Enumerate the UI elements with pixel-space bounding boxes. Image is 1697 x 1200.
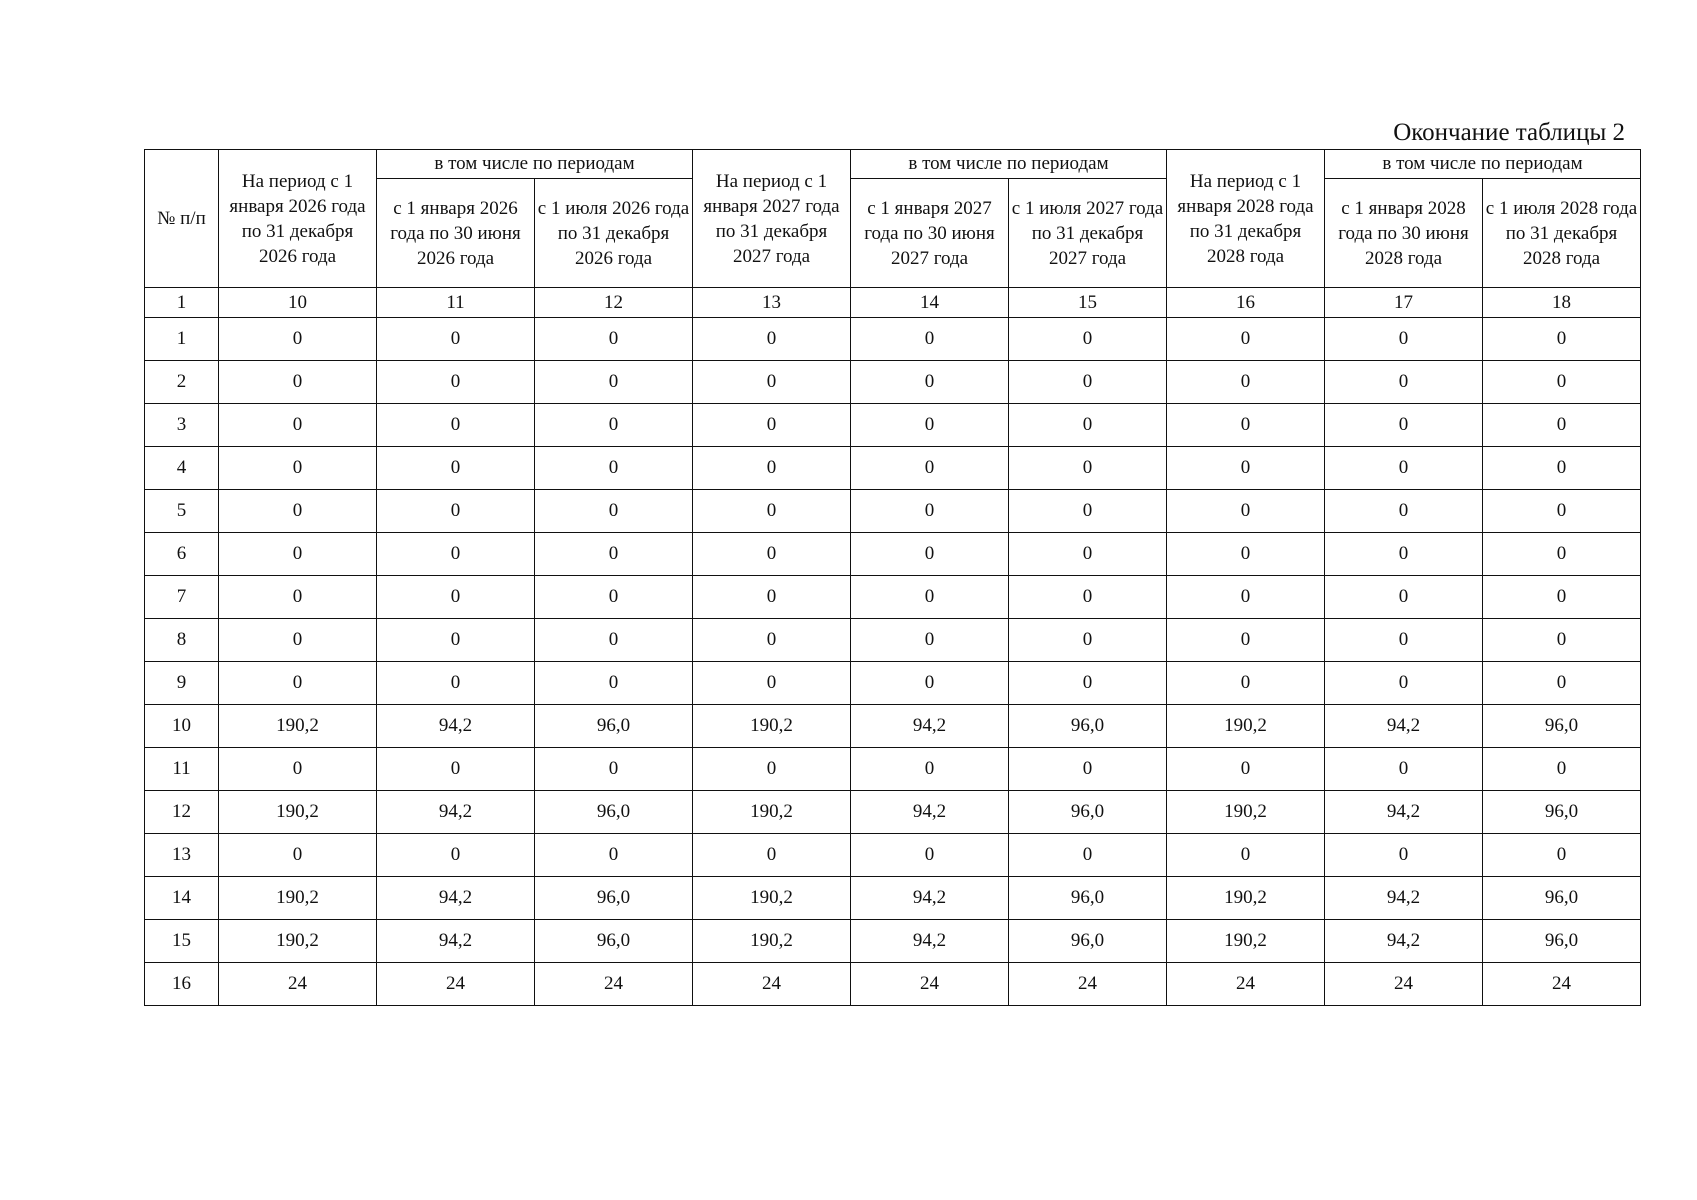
table-row [145,404,1641,447]
table-cell: 0 [693,447,851,490]
table-cell: 96,0 [1483,791,1641,834]
table-cell: 94,2 [1325,705,1483,748]
table-cell: 0 [851,748,1009,791]
table-cell: 0 [1167,447,1325,490]
table-cell: 0 [1009,533,1167,576]
row-number: 12 [145,791,219,834]
table-cell: 0 [535,533,693,576]
table-cell: 190,2 [693,877,851,920]
table-cell: 0 [377,834,535,877]
table-cell: 0 [693,361,851,404]
table-cell: 94,2 [851,791,1009,834]
table-row [145,533,1641,576]
header-sub-2026-h1: с 1 января 2026 года по 30 июня 2026 года [377,179,535,288]
data-table [144,149,1641,1006]
table-cell: 94,2 [377,877,535,920]
table-cell: 0 [219,404,377,447]
table-cell: 0 [1167,404,1325,447]
table-cell: 0 [1009,447,1167,490]
table-cell: 0 [1483,576,1641,619]
row-number: 14 [145,877,219,920]
row-number: 7 [145,576,219,619]
table-cell: 0 [1009,361,1167,404]
table-cell: 0 [693,318,851,361]
table-cell: 0 [1009,576,1167,619]
table-cell: 0 [1009,619,1167,662]
table-row [145,877,1641,920]
table-cell: 0 [693,619,851,662]
table-cell: 96,0 [1483,705,1641,748]
table-cell: 0 [1483,834,1641,877]
column-number: 11 [377,288,535,318]
table-row [145,791,1641,834]
table-cell: 0 [851,576,1009,619]
table-cell: 190,2 [1167,705,1325,748]
table-cell: 0 [1325,361,1483,404]
table-row [145,619,1641,662]
table-cell: 0 [535,490,693,533]
table-cell: 0 [1167,533,1325,576]
table-cell: 94,2 [851,920,1009,963]
table-cell: 0 [219,748,377,791]
table-row [145,490,1641,533]
table-cell: 94,2 [377,791,535,834]
row-number: 6 [145,533,219,576]
table-cell: 96,0 [1009,705,1167,748]
header-row-column-numbers [145,288,1641,318]
table-cell: 190,2 [219,920,377,963]
table-cell: 0 [1325,619,1483,662]
row-number: 10 [145,705,219,748]
table-cell: 24 [377,963,535,1006]
table-cell: 190,2 [219,877,377,920]
table-cell: 0 [1009,318,1167,361]
table-cell: 94,2 [851,705,1009,748]
table-cell: 0 [377,490,535,533]
table-cell: 0 [219,834,377,877]
table-cell: 0 [535,404,693,447]
column-number: 14 [851,288,1009,318]
table-cell: 0 [851,619,1009,662]
row-number: 13 [145,834,219,877]
row-number: 3 [145,404,219,447]
table-cell: 94,2 [1325,920,1483,963]
table-cell: 0 [693,834,851,877]
table-cell: 0 [851,834,1009,877]
table-cell: 0 [693,748,851,791]
table-cell: 0 [851,490,1009,533]
table-cell: 0 [1167,619,1325,662]
row-number: 11 [145,748,219,791]
table-cell: 0 [535,447,693,490]
table-cell: 0 [1325,318,1483,361]
table-cell: 0 [851,361,1009,404]
table-cell: 0 [693,576,851,619]
table-cell: 0 [1167,318,1325,361]
header-sub-2026-h2: с 1 июля 2026 года по 31 декабря 2026 года [535,179,693,288]
table-row [145,447,1641,490]
table-cell: 0 [535,619,693,662]
table-cell: 0 [851,318,1009,361]
table-cell: 0 [1483,318,1641,361]
table-cell: 0 [1167,576,1325,619]
header-subgroup-2026: в том числе по периодам [377,150,693,179]
row-number: 4 [145,447,219,490]
header-row-groups [145,150,1641,179]
table-cell: 0 [1167,834,1325,877]
header-period-total-2028: На период с 1 января 2028 года по 31 декабря 2028 года [1167,150,1325,288]
table-cell: 190,2 [1167,920,1325,963]
row-number: 1 [145,318,219,361]
table-cell: 94,2 [1325,791,1483,834]
table-cell: 190,2 [219,705,377,748]
table-cell: 96,0 [1009,791,1167,834]
column-number: 13 [693,288,851,318]
row-number: 2 [145,361,219,404]
table-cell: 0 [693,490,851,533]
table-cell: 0 [377,619,535,662]
table-cell: 96,0 [1483,920,1641,963]
table-cell: 96,0 [535,920,693,963]
table-cell: 96,0 [535,877,693,920]
table-cell: 0 [1009,662,1167,705]
table-cell: 0 [1325,748,1483,791]
table-cell: 0 [693,404,851,447]
table-cell: 0 [219,490,377,533]
table-cell: 0 [1009,748,1167,791]
table-cell: 96,0 [1009,920,1167,963]
table-cell: 0 [1325,490,1483,533]
table-cell: 24 [1325,963,1483,1006]
table-row [145,318,1641,361]
table-cell: 0 [693,662,851,705]
table-cell: 0 [219,533,377,576]
table-cell: 0 [219,361,377,404]
row-number: 16 [145,963,219,1006]
table-cell: 190,2 [693,791,851,834]
table-cell: 24 [851,963,1009,1006]
table-cell: 0 [377,447,535,490]
table-cell: 0 [1167,361,1325,404]
table-cell: 24 [219,963,377,1006]
table-cell: 96,0 [1009,877,1167,920]
table-cell: 0 [219,318,377,361]
header-sub-2028-h2: с 1 июля 2028 года по 31 декабря 2028 года [1483,179,1641,288]
table-row [145,361,1641,404]
header-period-total-2027: На период с 1 января 2027 года по 31 декабря 2027 года [693,150,851,288]
table-cell: 0 [1167,490,1325,533]
table-cell: 0 [535,576,693,619]
table-cell: 0 [1483,490,1641,533]
table-cell: 0 [1325,404,1483,447]
column-number: 12 [535,288,693,318]
table-cell: 0 [1483,447,1641,490]
table-cell: 0 [219,619,377,662]
table-cell: 0 [535,662,693,705]
table-cell: 190,2 [219,791,377,834]
table-cell: 94,2 [851,877,1009,920]
header-subgroup-2028: в том числе по периодам [1325,150,1641,179]
table-row [145,662,1641,705]
table-row [145,963,1641,1006]
table-cell: 0 [1325,576,1483,619]
table-cell: 24 [1483,963,1641,1006]
header-subgroup-2027: в том числе по периодам [851,150,1167,179]
table-cell: 0 [851,404,1009,447]
table-cell: 0 [1325,533,1483,576]
header-period-total-2026: На период с 1 января 2026 года по 31 декабря 2026 года [219,150,377,288]
table-cell: 0 [377,662,535,705]
table-cell: 0 [1483,619,1641,662]
row-number: 5 [145,490,219,533]
table-cell: 24 [535,963,693,1006]
column-number: 16 [1167,288,1325,318]
column-number: 17 [1325,288,1483,318]
table-cell: 0 [219,576,377,619]
table-cell: 0 [1325,447,1483,490]
table-cell: 24 [1009,963,1167,1006]
table-cell: 0 [377,361,535,404]
table-cell: 0 [535,834,693,877]
table-cell: 0 [851,533,1009,576]
row-number: 8 [145,619,219,662]
table-cell: 0 [851,447,1009,490]
table-cell: 0 [377,404,535,447]
column-number: 15 [1009,288,1167,318]
table-cell: 0 [851,662,1009,705]
table-cell: 190,2 [693,705,851,748]
table-cell: 24 [1167,963,1325,1006]
table-cell: 0 [219,447,377,490]
table-cell: 0 [1167,748,1325,791]
table-cell: 0 [1009,404,1167,447]
column-number: 18 [1483,288,1641,318]
table-cell: 0 [377,748,535,791]
table-row [145,748,1641,791]
table-cell: 0 [1483,662,1641,705]
table-cell: 0 [1483,748,1641,791]
table-cell: 24 [693,963,851,1006]
table-cell: 96,0 [535,791,693,834]
table-row [145,920,1641,963]
table-cell: 94,2 [377,920,535,963]
table-cell: 96,0 [535,705,693,748]
table-cell: 0 [219,662,377,705]
column-number: 1 [145,288,219,318]
table-cell: 0 [693,533,851,576]
table-cell: 190,2 [1167,877,1325,920]
table-cell: 190,2 [1167,791,1325,834]
table-row [145,705,1641,748]
table-cell: 96,0 [1483,877,1641,920]
table-cell: 0 [1325,834,1483,877]
column-number: 10 [219,288,377,318]
table-cell: 0 [377,576,535,619]
table-cell: 0 [1483,361,1641,404]
table-cell: 0 [377,318,535,361]
header-sub-2027-h2: с 1 июля 2027 года по 31 декабря 2027 года [1009,179,1167,288]
row-number: 9 [145,662,219,705]
table-cell: 0 [1325,662,1483,705]
table-cell: 94,2 [377,705,535,748]
table-cell: 0 [377,533,535,576]
header-sub-2027-h1: с 1 января 2027 года по 30 июня 2027 года [851,179,1009,288]
table-cell: 0 [1483,404,1641,447]
table-row [145,576,1641,619]
row-number: 15 [145,920,219,963]
table-cell: 0 [1009,490,1167,533]
table-cell: 0 [1483,533,1641,576]
table-cell: 0 [535,361,693,404]
table-cell: 0 [1167,662,1325,705]
table-cell: 0 [1009,834,1167,877]
table-row [145,834,1641,877]
header-sub-2028-h1: с 1 января 2028 года по 30 июня 2028 года [1325,179,1483,288]
table-cell: 0 [535,748,693,791]
table-caption: Окончание таблицы 2 [1393,119,1625,146]
header-num: № п/п [145,150,219,288]
table-cell: 94,2 [1325,877,1483,920]
table-cell: 190,2 [693,920,851,963]
table-cell: 0 [535,318,693,361]
